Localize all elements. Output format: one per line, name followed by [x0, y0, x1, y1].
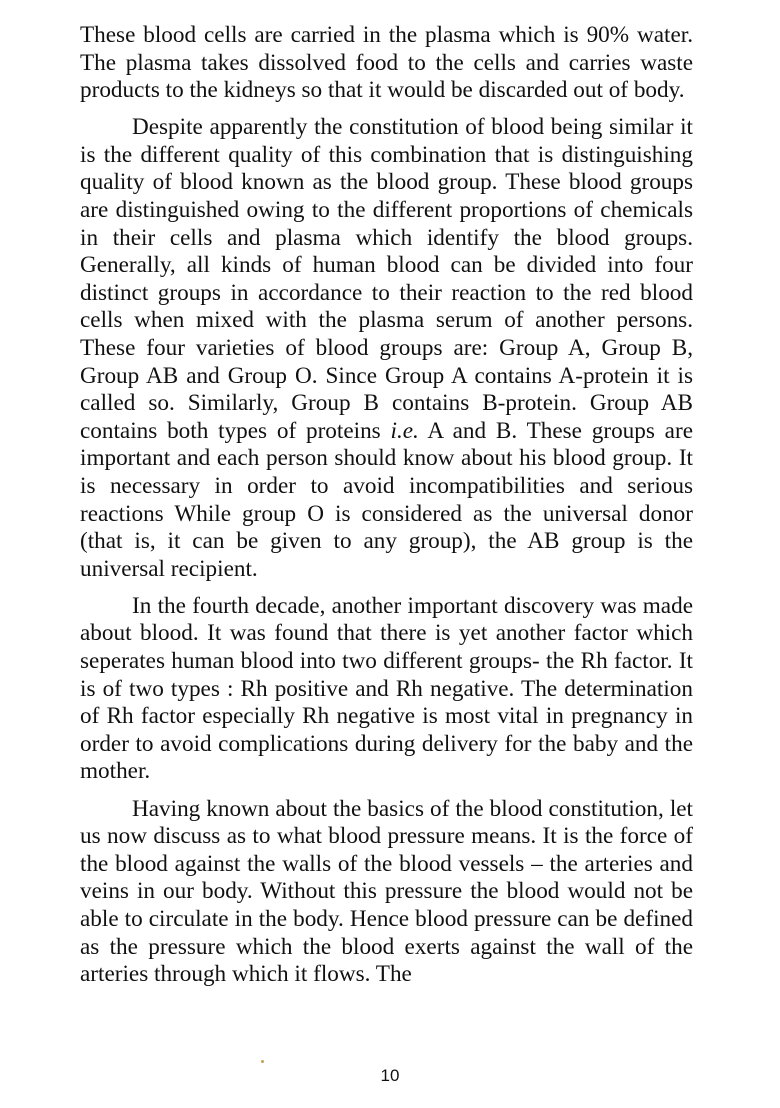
paragraph-blood-pressure: [80, 796, 693, 989]
page-number: 10: [380, 1066, 400, 1085]
paragraph-blood-groups-text-after: A and B. These groups are important and each person should know about his blood group. It is necessary in order to avoid incompatibilities and serious reactions While group O is considered as the universal donor (that is, it can be given to any group), the AB group is the universal recipient.: [80, 417, 693, 582]
paragraph-rh-factor-text: In the fourth decade, another important discovery was made about blood. It was found that there is yet another factor which seperates human blood into two different groups- the Rh factor. It is of two types : Rh positive and Rh negative. The determination of Rh factor especially Rh negative is most vital in pregnancy in order to avoid complications during delivery for the baby and the mother.: [80, 592, 693, 785]
paragraph-plasma-text: These blood cells are carried in the plasma which is 90% water. The plasma takes dissolved food to the cells and carries waste products to the kidneys so that it would be discarded out of body.: [80, 22, 693, 104]
paragraph-blood-groups-text: Despite apparently the constitution of blood being similar it is the different quality of this combination that is distinguishing quality of blood known as the blood group. These blood groups are distinguished owing to the different proportions of chemicals in their cells and plasma which identify the blood groups. Generally, all kinds of human blood can be divided into four distinct groups in accordance to their reaction to the red blood cells when mixed with the plasma serum of another persons. These four varieties of blood groups are: Group A, Group B, Group AB and Group O. Since Group A contains A-protein it is called so. Similarly, Group B contains B-protein. Group AB contains both types of proteins: [80, 114, 693, 444]
paragraph-rh-factor: [80, 593, 693, 786]
paragraph-blood-groups: [80, 114, 693, 583]
print-speck: [261, 1060, 264, 1063]
paragraph-plasma: [80, 22, 693, 105]
paragraph-blood-pressure-text: Having known about the basics of the blood constitution, let us now discuss as to what blood pressure means. It is the force of the blood against the walls of the blood vessels – the arteries and veins in our body. Without this pressure the blood would not be able to circulate in the body. Hence blood pressure can be defined as the pressure which the blood exerts against the wall of the arteries through which it flows. The: [80, 795, 693, 988]
italic-ie: i.e.: [390, 417, 419, 444]
body-text: [80, 22, 693, 998]
